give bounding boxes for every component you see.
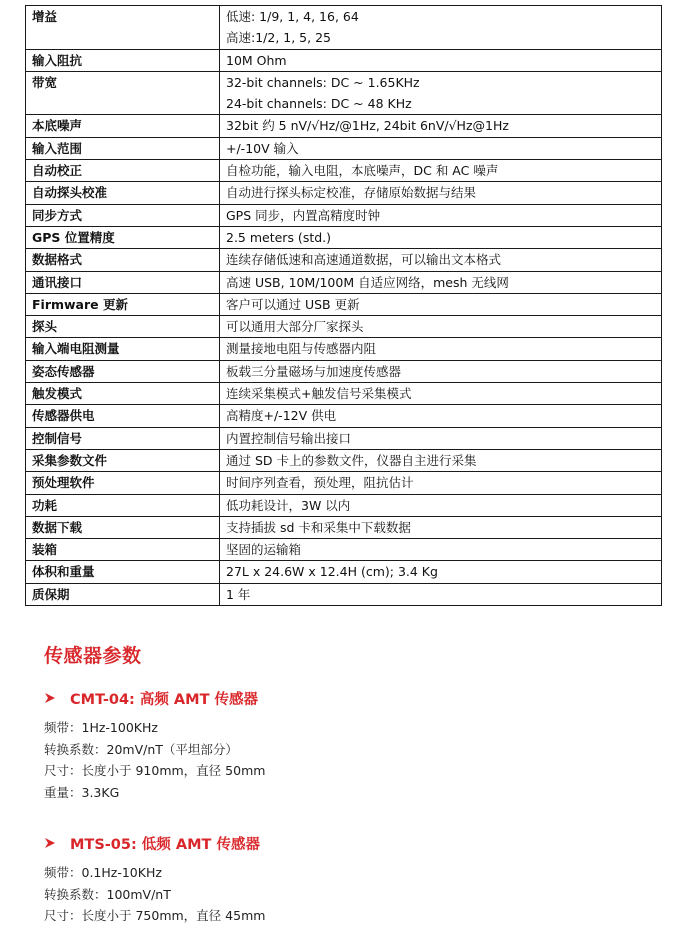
spec-value-cell <box>220 338 662 360</box>
spec-value-cell <box>220 293 662 315</box>
spec-row <box>26 494 662 516</box>
spec-label: Firmware 更新 <box>26 293 220 315</box>
spec-value-cell <box>220 6 662 50</box>
spec-row <box>26 383 662 405</box>
spec-value: 测量接地电阻与传感器内阻 <box>226 341 377 357</box>
spec-label: 触发模式 <box>26 383 220 405</box>
spec-row <box>26 561 662 583</box>
spec-value-cell <box>220 71 662 115</box>
spec-row <box>26 427 662 449</box>
spec-value: 自检功能，输入电阻，本底噪声，DC 和 AC 噪声 <box>226 163 499 179</box>
spec-label: 带宽 <box>26 71 220 115</box>
spec-value-cell <box>220 271 662 293</box>
spec-table-body <box>26 6 662 606</box>
spec-value: 高速 USB, 10M/100M 自适应网络，mesh 无线网 <box>226 274 509 290</box>
spec-value-cell <box>220 561 662 583</box>
sensor-block-cmt04 <box>44 687 265 803</box>
spec-label: 质保期 <box>26 583 220 605</box>
spec-value: 内置控制信号输出接口 <box>226 430 352 446</box>
spec-value: 10M Ohm <box>226 52 287 68</box>
spec-label: 增益 <box>26 6 220 50</box>
spec-value-cell <box>220 115 662 137</box>
arrow-bullet-icon <box>44 837 56 849</box>
spec-value: 24-bit channels: DC ~ 48 KHz <box>226 96 412 112</box>
spec-row <box>26 472 662 494</box>
spec-row <box>26 115 662 137</box>
spec-value-cell <box>220 427 662 449</box>
spec-row <box>26 249 662 271</box>
spec-value-cell <box>220 204 662 226</box>
spec-value: 2.5 meters (std.) <box>226 229 332 245</box>
spec-row <box>26 49 662 71</box>
spec-value: 坚固的运输箱 <box>226 542 302 558</box>
spec-label: 本底噪声 <box>26 115 220 137</box>
spec-label: 数据格式 <box>26 249 220 271</box>
section-title: 传感器参数 <box>44 645 142 667</box>
spec-label: 探头 <box>26 316 220 338</box>
spec-value-cell <box>220 316 662 338</box>
spec-label: 同步方式 <box>26 204 220 226</box>
spec-row <box>26 137 662 159</box>
spec-value-cell <box>220 137 662 159</box>
spec-value-cell <box>220 449 662 471</box>
spec-row <box>26 71 662 115</box>
spec-value: 低速: 1/9, 1, 4, 16, 64 <box>226 9 359 24</box>
spec-value: GPS 同步，内置高精度时钟 <box>226 207 381 223</box>
spec-value-cell <box>220 160 662 182</box>
spec-value: 1 年 <box>226 586 251 602</box>
spec-value: 自动进行探头标定校准，存储原始数据与结果 <box>226 185 477 201</box>
spec-row <box>26 316 662 338</box>
spec-row <box>26 449 662 471</box>
spec-row <box>26 182 662 204</box>
spec-value-cell <box>220 405 662 427</box>
spec-value: 可以通用大部分厂家探头 <box>226 319 364 335</box>
sensor-heading <box>44 687 265 709</box>
sensor-spec-line: 尺寸：长度小于 750mm，直径 45mm <box>44 908 266 923</box>
spec-row <box>26 204 662 226</box>
spec-row <box>26 583 662 605</box>
spec-value: 板载三分量磁场与加速度传感器 <box>226 363 402 379</box>
spec-value-cell <box>220 383 662 405</box>
spec-value-cell <box>220 472 662 494</box>
spec-value: 连续存储低速和高速通道数据，可以输出文本格式 <box>226 252 502 268</box>
spec-label: 装箱 <box>26 539 220 561</box>
spec-label: 采集参数文件 <box>26 449 220 471</box>
spec-value-cell <box>220 539 662 561</box>
sensor-title: CMT-04: 高频 AMT 传感器 <box>70 691 259 708</box>
spec-value-cell <box>220 494 662 516</box>
spec-row <box>26 539 662 561</box>
sensor-specs <box>44 717 265 803</box>
spec-value: 通过 SD 卡上的参数文件，仪器自主进行采集 <box>226 452 477 468</box>
spec-value: 时间序列查看，预处理，阻抗估计 <box>226 475 414 491</box>
spec-label: 体积和重量 <box>26 561 220 583</box>
spec-value: 连续采集模式+触发信号采集模式 <box>226 386 412 402</box>
spec-value: 客户可以通过 USB 更新 <box>226 296 360 312</box>
sensor-spec-line: 频带：1Hz-100KHz <box>44 720 158 735</box>
spec-value: 27L x 24.6W x 12.4H (cm); 3.4 Kg <box>226 564 438 580</box>
spec-value: 高精度+/-12V 供电 <box>226 408 337 424</box>
spec-row <box>26 160 662 182</box>
spec-row <box>26 271 662 293</box>
sensor-heading <box>44 832 265 854</box>
arrow-bullet-icon <box>44 692 56 704</box>
spec-value-cell <box>220 360 662 382</box>
sensor-spec-line: 转换系数：100mV/nT <box>44 886 171 902</box>
spec-value-cell <box>220 49 662 71</box>
spec-value-cell <box>220 583 662 605</box>
spec-value-cell <box>220 226 662 248</box>
spec-label: 数据下载 <box>26 516 220 538</box>
spec-value: 支持插拔 sd 卡和采集中下载数据 <box>226 519 411 535</box>
spec-row <box>26 6 662 50</box>
sensor-spec-line: 频带：0.1Hz-10KHz <box>44 865 162 880</box>
spec-label: 输入阻抗 <box>26 49 220 71</box>
sensor-block-mts05 <box>44 832 265 927</box>
spec-label: 传感器供电 <box>26 405 220 427</box>
spec-label: 自动探头校准 <box>26 182 220 204</box>
spec-value: 32bit 约 5 nV/√Hz/@1Hz, 24bit 6nV/√Hz@1Hz <box>226 118 509 134</box>
spec-table <box>25 5 662 606</box>
spec-label: 预处理软件 <box>26 472 220 494</box>
spec-label: 自动校正 <box>26 160 220 182</box>
spec-value-cell <box>220 249 662 271</box>
spec-value: +/-10V 输入 <box>226 140 299 156</box>
spec-row <box>26 516 662 538</box>
spec-row <box>26 338 662 360</box>
sensor-spec-line: 转换系数：20mV/nT（平坦部分） <box>44 741 238 757</box>
spec-row <box>26 360 662 382</box>
spec-row <box>26 405 662 427</box>
spec-label: 输入范围 <box>26 137 220 159</box>
sensor-title: MTS-05: 低频 AMT 传感器 <box>70 836 260 853</box>
spec-row <box>26 226 662 248</box>
sensor-spec-line: 尺寸：长度小于 910mm，直径 50mm <box>44 763 266 778</box>
spec-value-cell <box>220 516 662 538</box>
spec-label: 通讯接口 <box>26 271 220 293</box>
spec-value: 高速:1/2, 1, 5, 25 <box>226 30 331 46</box>
spec-label: 功耗 <box>26 494 220 516</box>
spec-value: 32-bit channels: DC ~ 1.65KHz <box>226 74 420 90</box>
spec-label: GPS 位置精度 <box>26 226 220 248</box>
spec-value: 低功耗设计，3W 以内 <box>226 497 351 513</box>
sensor-spec-line: 重量：3.3KG <box>44 784 120 800</box>
spec-value-cell <box>220 182 662 204</box>
spec-row <box>26 293 662 315</box>
spec-label: 输入端电阻测量 <box>26 338 220 360</box>
spec-label: 姿态传感器 <box>26 360 220 382</box>
sensor-specs <box>44 862 265 927</box>
spec-label: 控制信号 <box>26 427 220 449</box>
